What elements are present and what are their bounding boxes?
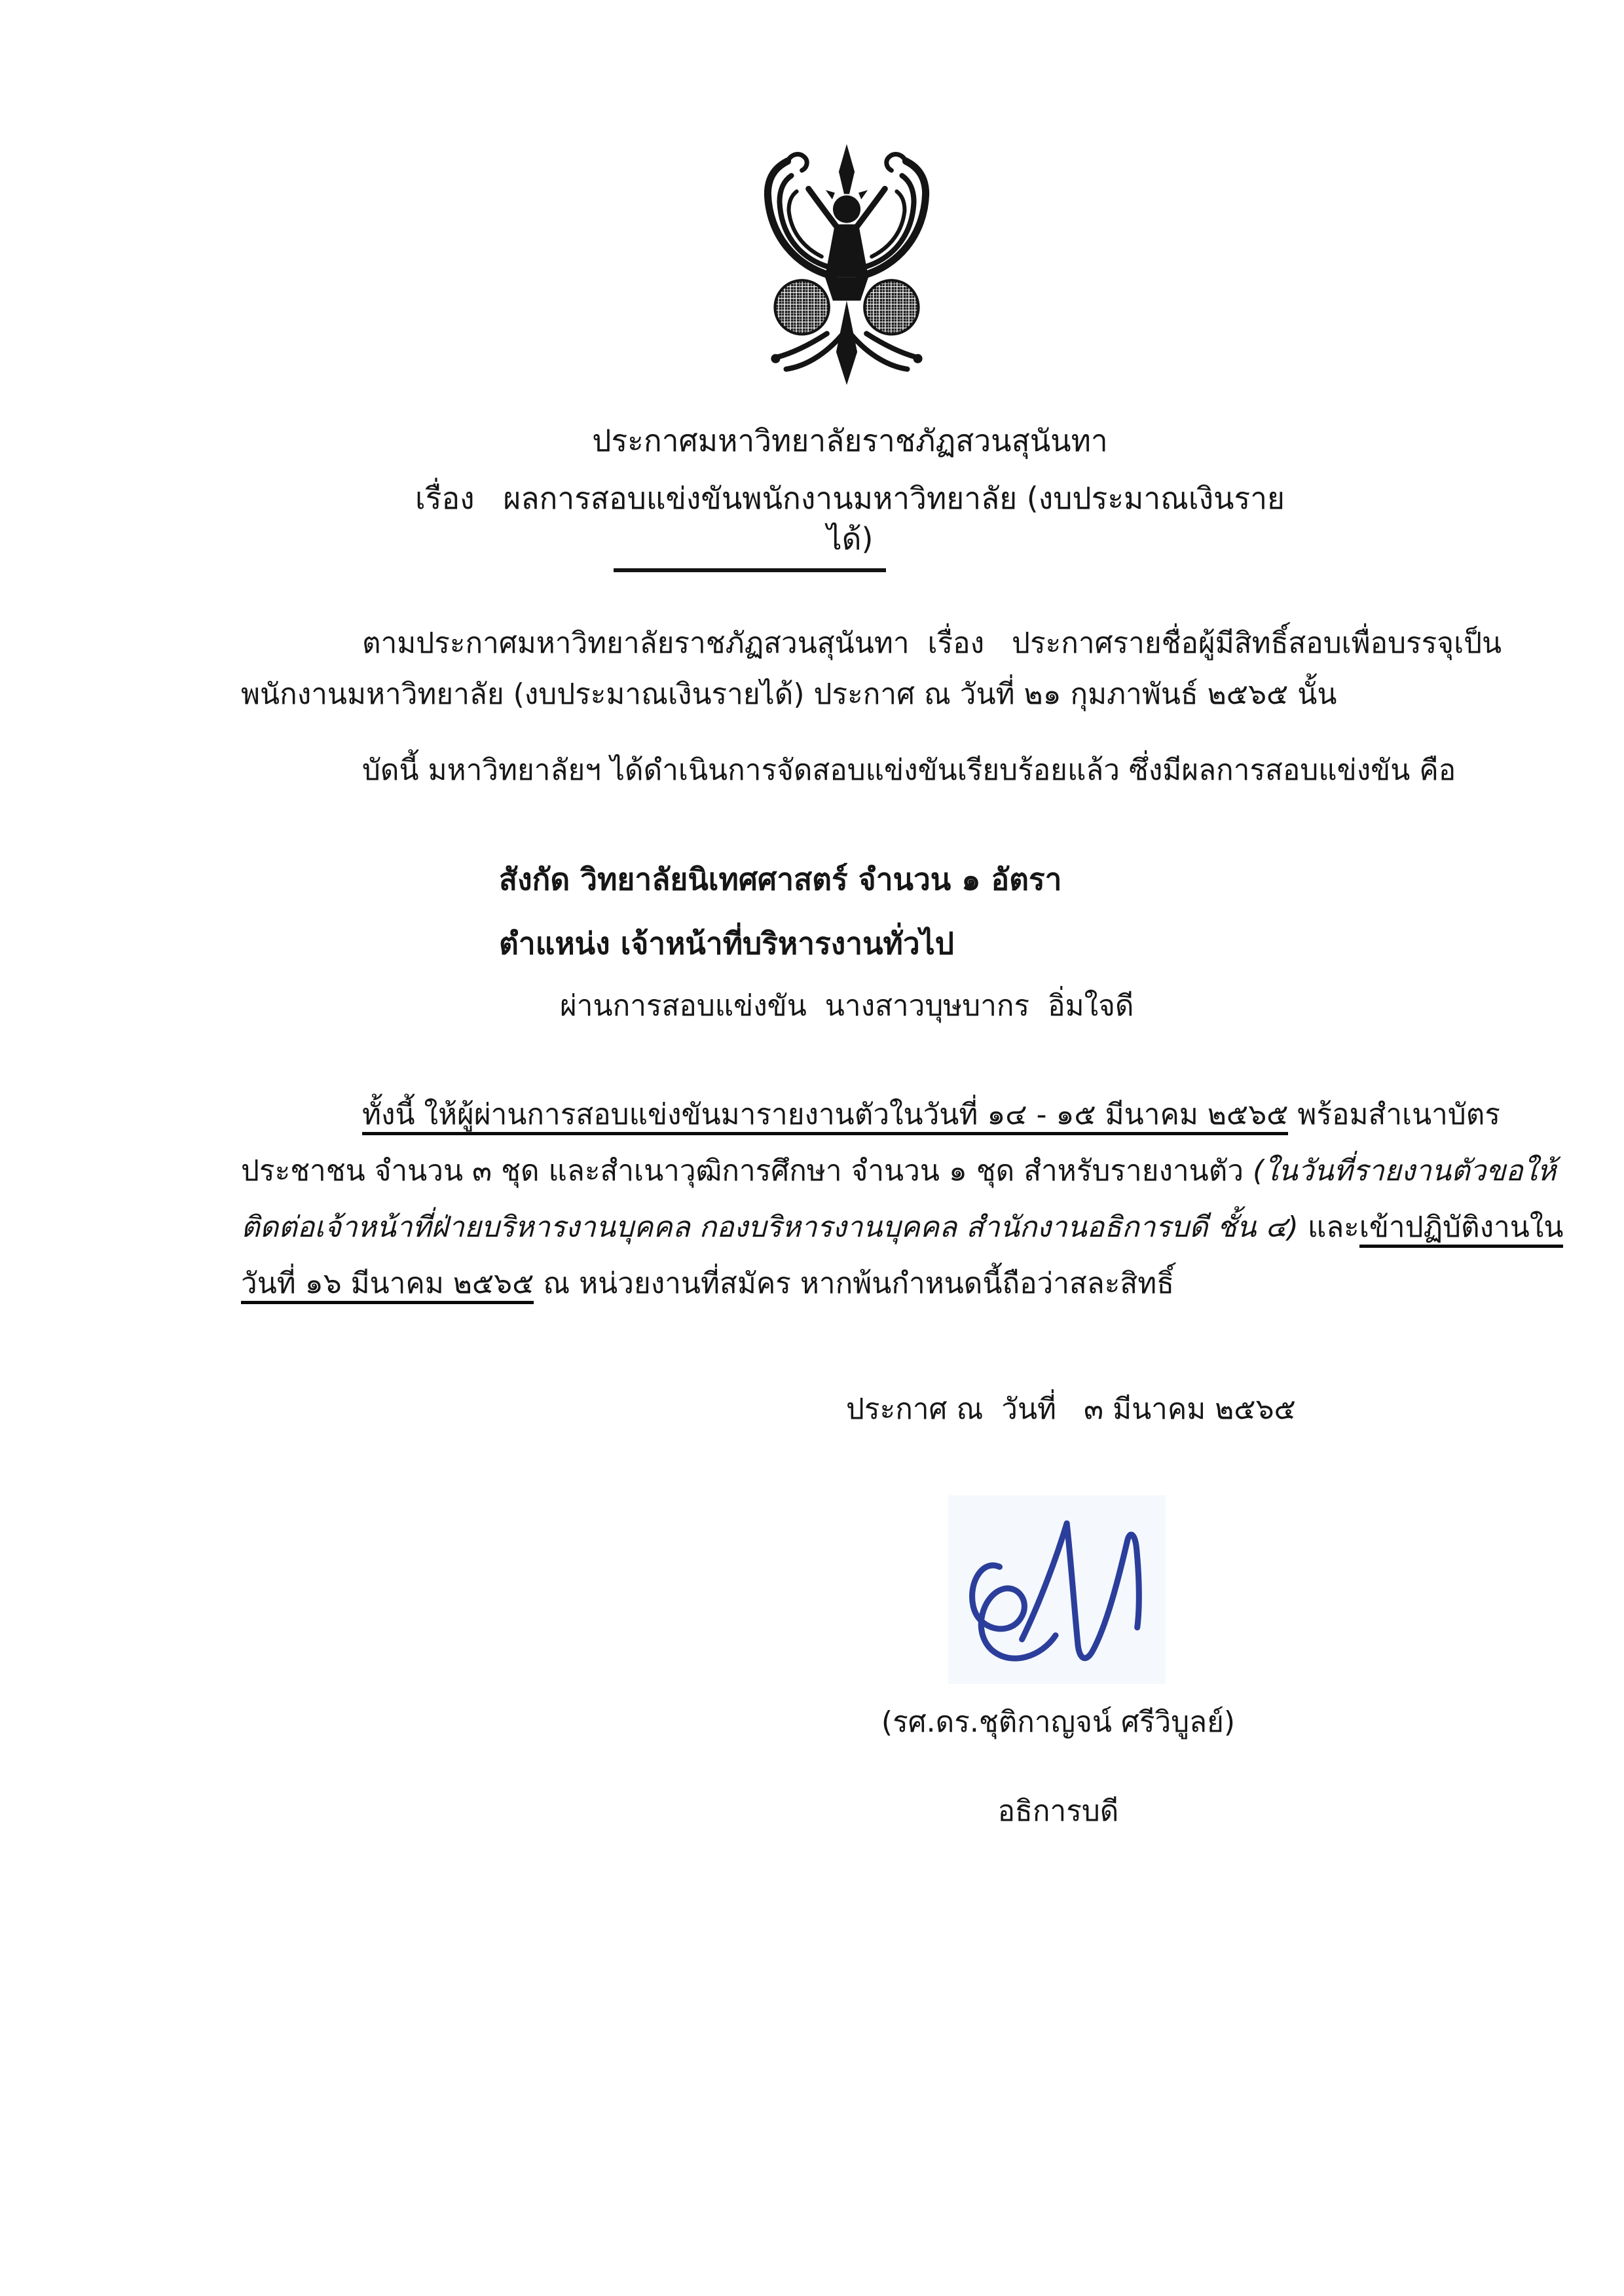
announcement-subject: เรื่อง ผลการสอบแข่งขันพนักงานมหาวิทยาลัย (งบประมาณเงินรายได้) <box>415 481 1285 556</box>
paragraph3-line2-italic: (ในวันที่รายงานตัวขอให้ <box>1253 1154 1557 1188</box>
announcement-date-line: ประกาศ ณ วันที่ ๓ มีนาคม ๒๕๖๕ <box>846 1393 1296 1426</box>
paragraph3-line1 <box>362 1095 1500 1135</box>
announcement-title: ประกาศมหาวิทยาลัยราชภัฏสวนสุนันทา <box>592 423 1108 458</box>
paragraph3-line1-rest: พร้อมสำเนาบัตร <box>1288 1098 1501 1131</box>
result-affiliation-line: สังกัด วิทยาลัยนิเทศศาสตร์ จำนวน ๑ อัตรา <box>499 862 1062 897</box>
signer-name: (รศ.ดร.ชุติกาญจน์ ศรีวิบูลย์) <box>881 1705 1236 1739</box>
start-date-underlined-text: วันที่ ๑๖ มีนาคม ๒๕๖๕ <box>241 1267 534 1304</box>
paragraph3-line3-italic: ติดต่อเจ้าหน้าที่ฝ่ายบริหารงานบุคคล กองบริหารงานบุคคล สำนักงานอธิการบดี ชั้น ๔) <box>241 1211 1299 1244</box>
paragraph3-line3 <box>241 1207 1563 1248</box>
result-passed-line: ผ่านการสอบแข่งขัน นางสาวบุษบากร อิ่มใจดี <box>560 989 1134 1023</box>
signature-icon <box>948 1495 1166 1684</box>
paragraph1-line2: พนักงานมหาวิทยาลัย (งบประมาณเงินรายได้) ประกาศ ณ วันที่ ๒๑ กุมภาพันธ์ ๒๕๖๕ นั้น <box>241 678 1337 711</box>
signature-area <box>948 1495 1166 1684</box>
paragraph1-line1: ตามประกาศมหาวิทยาลัยราชภัฏสวนสุนันทา เรื่อง ประกาศรายชื่อผู้มีสิทธิ์สอบเพื่อบรรจุเป็น <box>362 627 1502 660</box>
report-date-underlined-text: ทั้งนี้ ให้ผู้ผ่านการสอบแข่งขันมารายงานตัวในวันที่ ๑๔ - ๑๕ มีนาคม ๒๕๖๕ <box>362 1098 1288 1135</box>
paragraph3-line4 <box>241 1264 1174 1304</box>
paragraph3-line4-rest: ณ หน่วยงานที่สมัคร หากพ้นกำหนดนี้ถือว่าสละสิทธิ์ <box>534 1267 1175 1300</box>
paragraph2-line1: บัดนี้ มหาวิทยาลัยฯ ได้ดำเนินการจัดสอบแข่งขันเรียบร้อยแล้ว ซึ่งมีผลการสอบแข่งขัน คือ <box>362 754 1456 787</box>
paragraph3-line2-regular: ประชาชน จำนวน ๓ ชุด และสำเนาวุฒิการศึกษา จำนวน ๑ ชุด สำหรับรายงานตัว <box>241 1154 1253 1188</box>
start-work-underlined-text: เข้าปฏิบัติงานใน <box>1359 1211 1564 1248</box>
result-position-line: ตำแหน่ง เจ้าหน้าที่บริหารงานทั่วไป <box>499 926 955 961</box>
garuda-emblem-icon <box>728 141 965 392</box>
title-divider-rule <box>614 568 886 572</box>
paragraph3-line3-mid: และ <box>1298 1211 1359 1244</box>
paragraph3-line2 <box>241 1151 1556 1192</box>
signer-position: อธิการบดี <box>997 1795 1119 1828</box>
